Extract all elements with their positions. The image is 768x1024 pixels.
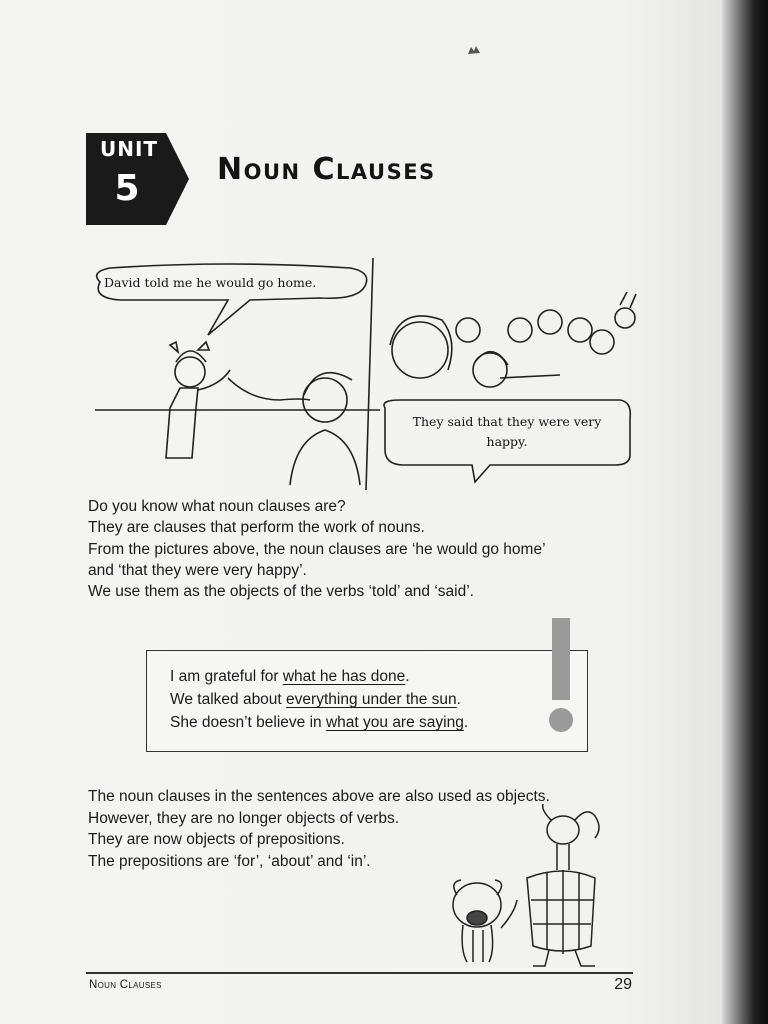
- intro-paragraph: [88, 496, 648, 602]
- ink-mark-icon: [466, 44, 482, 56]
- page-title: Noun Clauses: [217, 152, 436, 187]
- panel-divider: [366, 258, 373, 490]
- dog-icon: [453, 880, 517, 962]
- example-sentence: We talked about everything under the sun.: [170, 691, 461, 708]
- noun-clause: what you are saying: [325, 714, 464, 731]
- intro-line: They are clauses that perform the work of nouns.: [88, 519, 425, 537]
- outro-line: The prepositions are ‘for’, ‘about’ and ‘in’.: [88, 852, 371, 870]
- noun-clause: what he has done: [282, 668, 406, 685]
- unit-label: UNIT: [99, 137, 159, 161]
- intro-line: and ‘that they were very happy’.: [88, 561, 307, 579]
- unit-number: 5: [114, 168, 140, 209]
- intro-line: Do you know what noun clauses are?: [88, 498, 346, 515]
- example-sentence: She doesn’t believe in what you are saying.: [170, 714, 469, 731]
- barrel-man-icon: [527, 804, 599, 966]
- footer-rule: [86, 972, 633, 974]
- intro-line: From the pictures above, the noun clauses are ‘he would go home’: [88, 540, 546, 558]
- intro-line: We use them as the objects of the verbs ‘told’ and ‘said’.: [88, 583, 474, 601]
- speech-bubble-right: They said that they were very happy.: [412, 414, 602, 449]
- outro-line: They are now objects of prepositions.: [88, 831, 345, 848]
- noun-clause: everything under the sun: [286, 691, 457, 708]
- outro-line: However, they are no longer objects of verbs.: [88, 809, 400, 827]
- speech-bubble-left: David told me he would go home.: [104, 275, 317, 290]
- footer-title: Noun Clauses: [89, 979, 162, 991]
- book-spine-shadow: [722, 0, 768, 1024]
- example-sentence: I am grateful for what he has done.: [170, 668, 410, 685]
- outro-line: The noun clauses in the sentences above are also used as objects.: [88, 788, 550, 805]
- exclamation-mark-icon: [546, 618, 586, 736]
- page-number: 29: [614, 976, 632, 993]
- mascot-illustration: [445, 800, 625, 970]
